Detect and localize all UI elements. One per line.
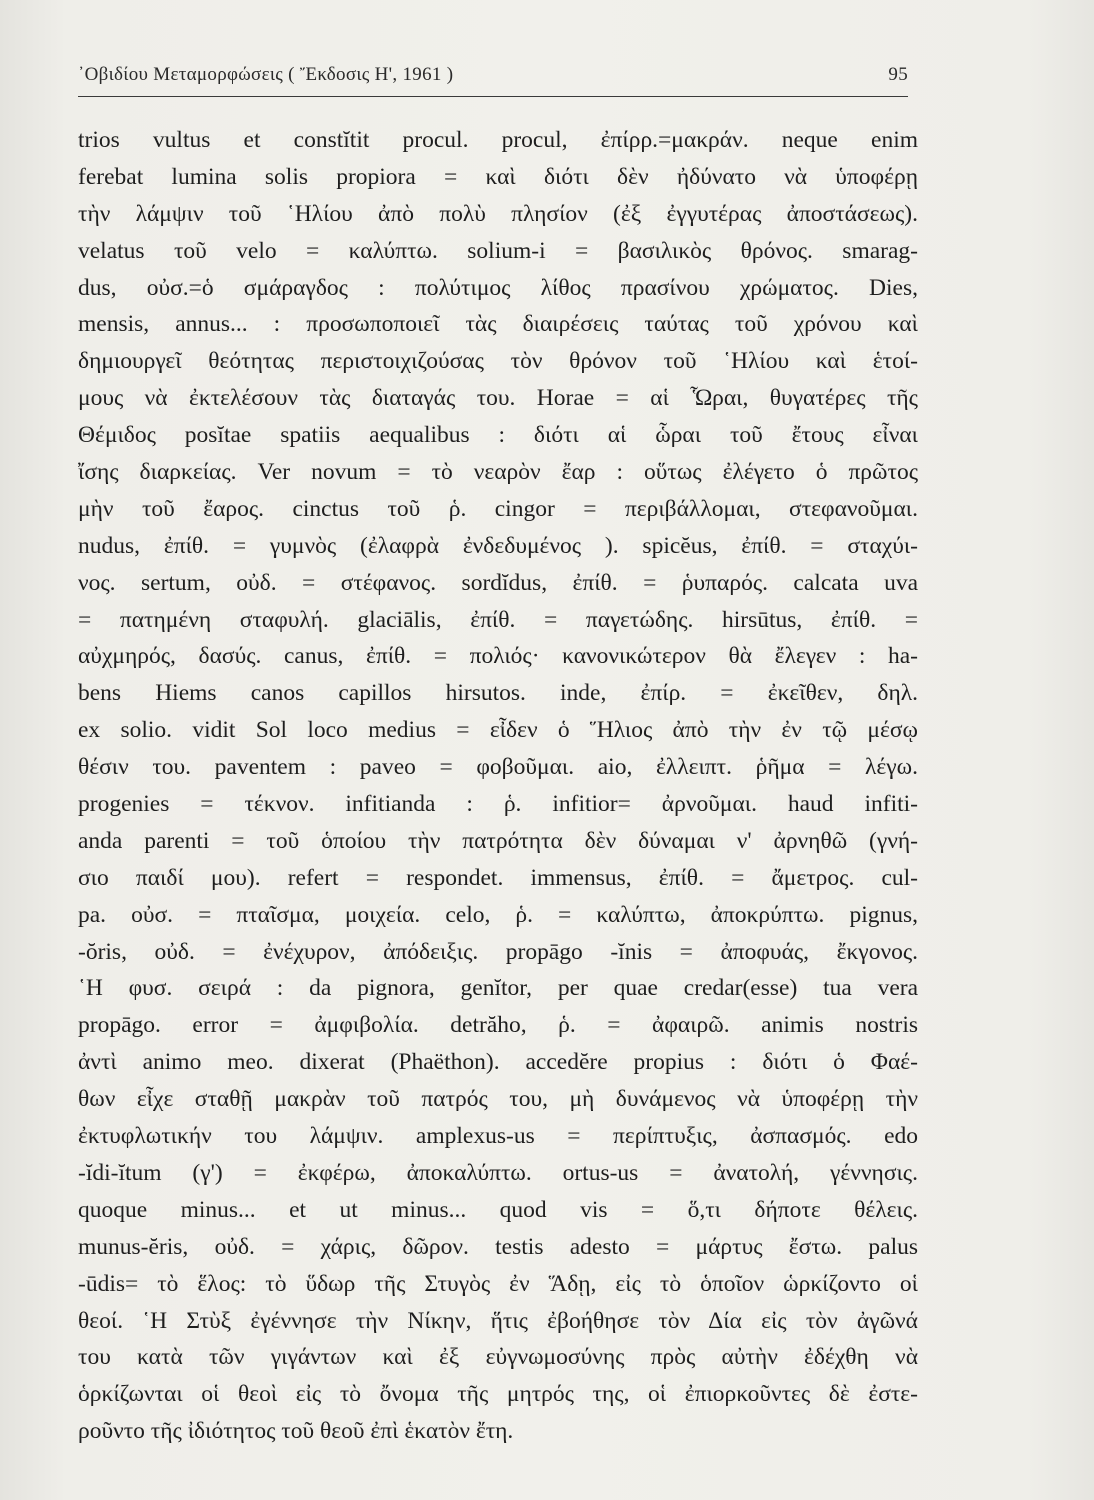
text-line: nudus, ἐπίθ. = γυμνὸς (ἐλαφρὰ ἐνδεδυμένος ). spicĕus, ἐπίθ. = σταχύι- (78, 532, 918, 559)
text-line: θέσιν του. paventem : paveo = φοβοῦμαι. aio, ἐλλειπτ. ῥῆμα = λέγω. (78, 754, 918, 781)
text-line: = πατημένη σταφυλή. glaciālis, ἐπίθ. = παγετώδης. hirsūtus, ἐπίθ. = (78, 606, 918, 633)
text-line: -ūdis= τὸ ἕλος: τὸ ὕδωρ τῆς Στυγὸς ἐν Ἅδῃ, εἰς τὸ ὁποῖον ὡρκίζοντο οἱ (78, 1270, 918, 1297)
text-line: -ŏris, οὐδ. = ἐνέχυρον, ἀπόδειξις. propāgo -ĭnis = ἀποφυάς, ἔκγονος. (78, 938, 918, 965)
text-line: propāgo. error = ἀμφιβολία. detrăho, ῥ. = ἀφαιρῶ. animis nostris (78, 1012, 918, 1039)
page-number: 95 (888, 64, 908, 85)
text-line: dus, οὐσ.=ὁ σμάραγδος : πολύτιμος λίθος πρασίνου χρώματος. Dies, (78, 274, 918, 301)
text-line: δημιουργεῖ θεότητας περιστοιχιζούσας τὸν θρόνον τοῦ ῾Ηλίου καὶ ἑτοί- (78, 348, 918, 375)
text-line: bens Hiems canos capillos hirsutos. inde, ἐπίρ. = ἐκεῖθεν, δηλ. (78, 680, 918, 707)
commentary-text (78, 122, 918, 1450)
text-line: ex solio. vidit Sol loco medius = εἶδεν ὁ Ἥλιος ἀπὸ τὴν ἐν τῷ μέσῳ (78, 717, 918, 744)
text-line: anda parenti = τοῦ ὁποίου τὴν πατρότητα δὲν δύναμαι ν' ἀρνηθῶ (γνή- (78, 827, 918, 854)
text-line: quoque minus... et ut minus... quod vis = ὅ,τι δήποτε θέλεις. (78, 1196, 918, 1223)
text-line: ὁρκίζωνται οἱ θεοὶ εἰς τὸ ὄνομα τῆς μητρός της, οἱ ἐπιορκοῦντες δὲ ἐστε- (78, 1381, 918, 1408)
text-line: -ĭdi-ĭtum (γ') = ἐκφέρω, ἀποκαλύπτω. ortus-us = ἀνατολή, γέννησις. (78, 1159, 918, 1186)
text-line: ferebat lumina solis propiora = καὶ διότι δὲν ἠδύνατο νὰ ὑποφέρῃ (78, 163, 918, 190)
text-line: velatus τοῦ velo = καλύπτω. solium-i = βασιλικὸς θρόνος. smarag- (78, 237, 918, 264)
text-line: θεοί. ῾Η Στὺξ ἐγέννησε τὴν Νίκην, ἥτις ἐβοήθησε τὸν Δία εἰς τὸν ἀγῶνά (78, 1307, 918, 1334)
text-line: mensis, annus... : προσωποποιεῖ τὰς διαιρέσεις ταύτας τοῦ χρόνου καὶ (78, 311, 918, 338)
text-line: σιο παιδί μου). refert = respondet. immensus, ἐπίθ. = ἄμετρος. cul- (78, 864, 918, 891)
text-line: progenies = τέκνον. infitianda : ῥ. infitior= ἀρνοῦμαι. haud infiti- (78, 791, 918, 818)
text-line: μὴν τοῦ ἔαρος. cinctus τοῦ ῥ. cingor = περιβάλλομαι, στεφανοῦμαι. (78, 495, 918, 522)
running-header (78, 64, 908, 94)
text-line: ἀντὶ animo meo. dixerat (Phaëthon). accedĕre propius : διότι ὁ Φαέ- (78, 1049, 918, 1076)
text-line: αὐχμηρός, δασύς. canus, ἐπίθ. = πολιός· κανονικώτερον θὰ ἔλεγεν : ha- (78, 643, 918, 670)
text-line: τὴν λάμψιν τοῦ ῾Ηλίου ἀπὸ πολὺ πλησίον (ἐξ ἐγγυτέρας ἀποστάσεως). (78, 200, 918, 227)
text-line: Θέμιδος posĭtae spatiis aequalibus : διότι αἱ ὧραι τοῦ ἔτους εἶναι (78, 422, 918, 449)
text-line: ῾Η φυσ. σειρά : da pignora, genĭtor, per quae credar(esse) tua vera (78, 975, 918, 1002)
text-line: pa. οὐσ. = πταῖσμα, μοιχεία. celo, ῥ. = καλύπτω, ἀποκρύπτω. pignus, (78, 901, 918, 928)
text-line: trios vultus et constĭtit procul. procul, ἐπίρρ.=μακράν. neque enim (78, 127, 918, 153)
text-line: νος. sertum, οὐδ. = στέφανος. sordĭdus, ἐπίθ. = ῥυπαρός. calcata uva (78, 569, 918, 596)
text-line: του κατὰ τῶν γιγάντων καὶ ἐξ εὐγνωμοσύνης πρὸς αὐτὴν ἐδέχθη νὰ (78, 1344, 918, 1371)
text-line: ἐκτυφλωτικήν του λάμψιν. amplexus-us = περίπτυξις, ἀσπασμός. edo (78, 1123, 918, 1150)
header-rule (78, 96, 908, 97)
text-line: munus-ĕris, οὐδ. = χάρις, δῶρον. testis adesto = μάρτυς ἔστω. palus (78, 1233, 918, 1260)
text-line: ἴσης διαρκείας. Ver novum = τὸ νεαρὸν ἔαρ : οὕτως ἐλέγετο ὁ πρῶτος (78, 459, 918, 486)
header-title: ᾽Οβιδίου Μεταμορφώσεις ( Ἔκδοσις Η', 1961 ) (78, 64, 454, 85)
text-line: μους νὰ ἐκτελέσουν τὰς διαταγάς του. Horae = αἱ Ὧραι, θυγατέρες τῆς (78, 385, 918, 412)
text-line-last: ροῦντο τῆς ἰδιότητος τοῦ θεοῦ ἐπὶ ἑκατὸν ἔτη. (78, 1418, 514, 1445)
text-line: θων εἶχε σταθῇ μακρὰν τοῦ πατρός του, μὴ δυνάμενος νὰ ὑποφέρῃ τὴν (78, 1086, 918, 1113)
